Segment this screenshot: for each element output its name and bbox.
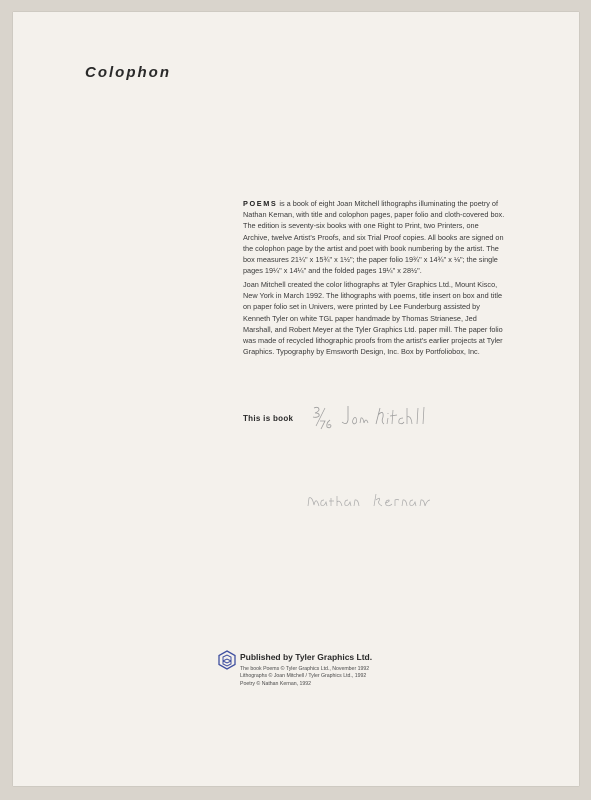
artist-signature bbox=[340, 402, 432, 432]
poet-signature bbox=[306, 488, 436, 512]
credit-line: Poetry © Nathan Kernan, 1992 bbox=[240, 680, 312, 687]
book-number-signature bbox=[310, 404, 334, 430]
credit-line: The book Poems © Tyler Graphics Ltd., November 1992 bbox=[240, 666, 370, 672]
tyler-graphics-logo-icon bbox=[218, 650, 236, 670]
publisher-block bbox=[240, 652, 480, 688]
publisher-name: Published by Tyler Graphics Ltd. bbox=[240, 652, 373, 662]
book-number-label: This is book bbox=[243, 414, 294, 423]
page-title: Colophon bbox=[85, 64, 171, 81]
edition-text: is a book of eight Joan Mitchell lithographs illuminating the poetry of Nathan Kernan, with title and colophon pages, paper folio and cloth-covered box. The edition is seventy-six books with one Right to Print, two Printers, one Archive, twelve Artist's Proofs, and six Trial Proof copies. All books are signed on the colophon page by the artist and poet with book numbering by the artist. The box measures 21¼" x 15¾" x 1½"; the paper folio 19¾" x 14¾" x ⅛"; the single pages 19¼" x 14¼" and the folded pages 19¼" x 28½". bbox=[243, 199, 505, 276]
edition-paragraph bbox=[243, 198, 505, 276]
production-paragraph: Joan Mitchell created the color lithographs at Tyler Graphics Ltd., Mount Kisco, New York in March 1992. The lithographs with poems, title insert on box and title on paper folio set in Univers, were printed by Lee Funderburg assisted by Kenneth Tyler on white TGL paper handmade by Thomas Strianese, Jed Marshall, and Robert Meyer at the Tyler Graphics Ltd. paper mill. The paper folio was made of recycled lithographic proofs from the artist's earlier projects at Tyler Graphics. Typography by Emsworth Design, Inc. Box by Portfoliobox, Inc. bbox=[243, 280, 503, 357]
credit-line: Lithographs © Joan Mitchell / Tyler Graphics Ltd., 1992 bbox=[240, 673, 367, 680]
poems-title: POEMS bbox=[243, 199, 278, 208]
